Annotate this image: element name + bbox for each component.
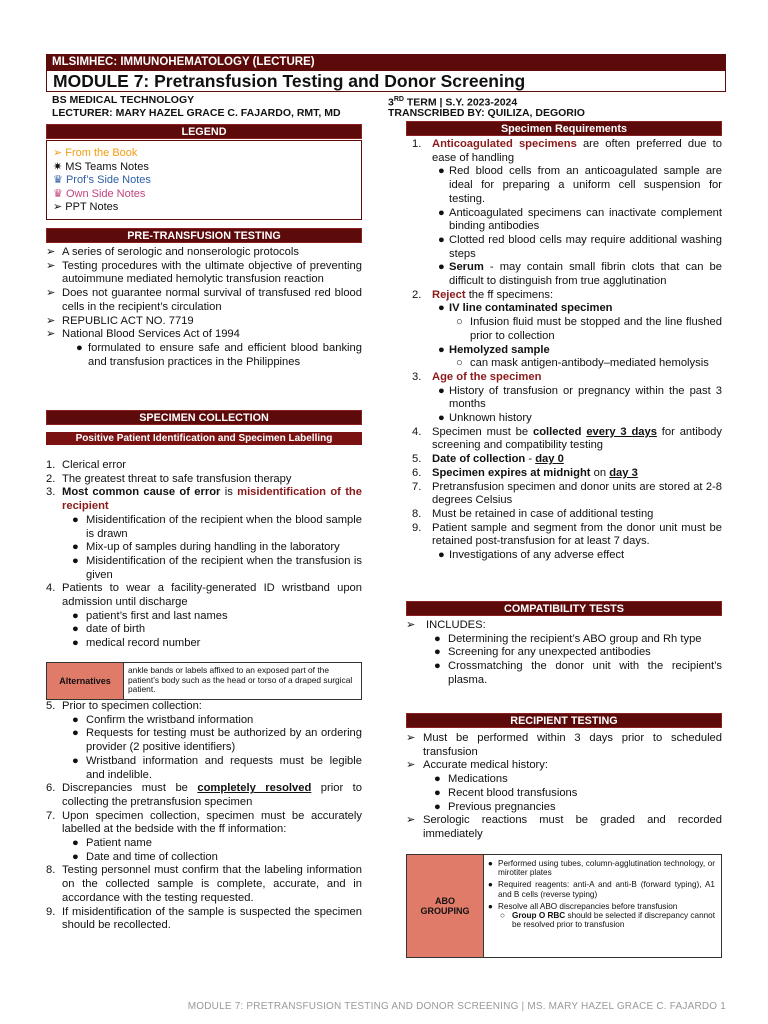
- list-subsubitem: ○ Infusion fluid must be stopped and the line flushed prior to collection: [456, 316, 722, 342]
- specimen-collection-list-a: [46, 459, 362, 651]
- arrow-icon: ➢: [46, 246, 56, 258]
- legend-item-prof-notes: ♛ Prof’s Side Notes: [53, 174, 151, 187]
- compatibility-list: [406, 619, 722, 688]
- specimen-collection-list-b: [46, 700, 362, 933]
- arrow-icon: ➢: [406, 619, 416, 631]
- list-subitem: ● patient’s first and last names: [72, 609, 228, 622]
- recipient-testing-header: RECIPIENT TESTING: [406, 713, 722, 728]
- list-item: ➢ Testing procedures with the ultimate objective of preventing autoimmune mediated hemolytic transfusion reaction: [46, 259, 362, 286]
- legend-item-ms-teams: ✷ MS Teams Notes: [53, 160, 149, 173]
- lecturer-label: LECTURER: MARY HAZEL GRACE C. FAJARDO, RMT, MD: [52, 107, 341, 119]
- program-label: BS MEDICAL TECHNOLOGY: [52, 94, 195, 106]
- crown-icon: ♛: [53, 174, 63, 187]
- legend-item-ppt: ➢ PPT Notes: [53, 201, 119, 214]
- pretransfusion-list: [46, 246, 362, 369]
- list-subitem: ● Recent blood transfusions: [434, 786, 578, 799]
- list-item: ➢ A series of serologic and nonserologic protocols: [46, 246, 299, 258]
- arrow-icon: ➢: [53, 147, 63, 159]
- specimen-requirements-header: Specimen Requirements: [406, 121, 722, 136]
- list-item: 5. Prior to specimen collection:: [46, 700, 202, 712]
- specimen-requirements-list: [406, 138, 722, 563]
- list-subsubitem: ○ can mask antigen-antibody–mediated hemolysis: [456, 357, 709, 370]
- course-title-bar: MLSIMHEC: IMMUNOHEMATOLOGY (LECTURE): [46, 54, 726, 70]
- list-item: 2. Reject the ff specimens:: [412, 288, 554, 301]
- list-subitem: ● Wristband information and requests must be legible and indelible.: [72, 754, 362, 781]
- arrow-icon: ➢: [406, 732, 416, 744]
- list-item: 3. Age of the specimen: [412, 370, 542, 383]
- list-item: ➢ REPUBLIC ACT NO. 7719: [46, 314, 194, 327]
- list-item: 9. If misidentification of the sample is suspected the specimen should be recollected.: [46, 905, 362, 932]
- list-subitem: ● date of birth: [72, 623, 146, 636]
- arrow-icon: ➢: [46, 259, 56, 272]
- list-subitem: ● Determining the recipient’s ABO group and Rh type: [434, 632, 702, 645]
- list-item: ➢ National Blood Services Act of 1994: [46, 328, 240, 341]
- list-item: 2. The greatest threat to safe transfusion therapy: [46, 472, 292, 485]
- list-subitem: ● Unknown history: [438, 412, 532, 425]
- module-title: MODULE 7: Pretransfusion Testing and Donor Screening: [46, 70, 726, 92]
- arrow-icon: ➢: [406, 759, 416, 772]
- arrow-icon: ➢: [46, 328, 56, 341]
- list-item: 1. Clerical error: [46, 459, 127, 471]
- list-item: 4. Specimen must be collected every 3 days for antibody screening and compatibility testing: [412, 425, 723, 452]
- list-subsubitem: ○ Group O RBC should be selected if discrepancy cannot be resolved prior to transfusion: [500, 911, 715, 930]
- arrow-icon: ➢: [406, 814, 416, 827]
- list-subitem: ● Crossmatching the donor unit with the recipient’s plasma.: [434, 660, 722, 686]
- list-subitem: ● formulated to ensure safe and efficient blood banking and transfusion practices in the Philippines: [76, 341, 362, 368]
- list-item: 9. Patient sample and segment from the donor unit must be retained post-transfusion for at least 7 days.: [412, 521, 722, 548]
- page-footer: MODULE 7: PRETRANSFUSION TESTING AND DONOR SCREENING | MS. MARY HAZEL GRACE C. FAJARDO 1: [187, 1001, 726, 1012]
- list-subitem: ● Investigations of any adverse effect: [438, 549, 625, 562]
- list-item: 7. Pretransfusion specimen and donor units are stored at 2-8 degrees Celsius: [412, 480, 722, 507]
- list-subitem: ● Previous pregnancies: [434, 800, 556, 813]
- list-subitem: ● Required reagents: anti-A and anti-B (forward typing), A1 and B cells (reverse typing): [488, 880, 715, 899]
- legend-item-own-notes: ♛ Own Side Notes: [53, 187, 146, 200]
- pretransfusion-header: PRE-TRANSFUSION TESTING: [46, 228, 362, 243]
- arrow-icon: ➢: [46, 314, 56, 327]
- list-subitem: ● Red blood cells from an anticoagulated sample are ideal for preparing a uniform cell suspension for testing.: [438, 165, 722, 205]
- abo-grouping-content: [484, 855, 721, 957]
- alternatives-text: ankle bands or labels affixed to an exposed part of the patient’s body such as the head or torso of a draped surgical patient.: [128, 665, 353, 695]
- list-subitem: ● Resolve all ABO discrepancies before transfusion: [488, 901, 678, 911]
- list-subitem: ● IV line contaminated specimen: [438, 302, 613, 315]
- term-label: 3RD TERM | S.Y. 2023-2024: [388, 96, 518, 109]
- legend-item-book: ➢ From the Book: [53, 147, 138, 159]
- list-subitem: ● Clotted red blood cells may require additional washing steps: [438, 233, 722, 260]
- list-subitem: ● Mix-up of samples during handling in the laboratory: [72, 541, 340, 554]
- list-subitem: ● Performed using tubes, column-agglutination technology, or mirotiter plates: [488, 859, 715, 878]
- list-subitem: ● medical record number: [72, 637, 201, 650]
- list-subitem: ● Medications: [434, 773, 508, 786]
- list-subitem: ● Hemolyzed sample: [438, 343, 550, 356]
- list-subitem: ● Serum - may contain small fibrin clots that can be difficult to distinguish from true agglutination: [438, 261, 722, 288]
- list-item: 7. Upon specimen collection, specimen must be accurately labelled at the bedside with the ff information:: [46, 809, 362, 836]
- crown-icon: ♛: [53, 187, 63, 200]
- legend-box: [46, 140, 362, 220]
- alternatives-label: Alternatives: [47, 663, 124, 699]
- list-subitem: ● Confirm the wristband information: [72, 713, 254, 726]
- alternatives-table: [46, 662, 362, 700]
- star-icon: ✷: [53, 160, 63, 173]
- list-subitem: ● Patient name: [72, 837, 152, 850]
- list-item: ➢ INCLUDES:: [406, 619, 486, 631]
- list-subitem: ● Misidentification of the recipient when the transfusion is given: [72, 554, 362, 581]
- list-item: ➢ Must be performed within 3 days prior to scheduled transfusion: [406, 732, 722, 758]
- transcriber-label: TRANSCRIBED BY: QUILIZA, DEGORIO: [388, 107, 585, 119]
- list-subitem: ● Misidentification of the recipient when the blood sample is drawn: [72, 513, 362, 540]
- list-item: 8. Must be retained in case of additional testing: [412, 507, 654, 520]
- specimen-collection-header: SPECIMEN COLLECTION: [46, 410, 362, 425]
- arrow-icon: ➢: [46, 287, 56, 300]
- list-subitem: ● Requests for testing must be authorized by an ordering provider (2 positive identifiers): [72, 727, 362, 754]
- list-item: 4. Patients to wear a facility-generated ID wristband upon admission until discharge: [46, 582, 362, 609]
- list-subitem: ● History of transfusion or pregnancy within the past 3 months: [438, 384, 722, 411]
- list-item: 6. Discrepancies must be completely resolved prior to collecting the pretransfusion specimen: [46, 782, 362, 808]
- arrow-icon: ➢: [53, 201, 63, 214]
- recipient-testing-list: [406, 732, 722, 842]
- list-item: 6. Specimen expires at midnight on day 3: [412, 466, 638, 479]
- list-subitem: ● Date and time of collection: [72, 850, 218, 863]
- patient-id-subheader: Positive Patient Identification and Specimen Labelling: [46, 432, 362, 445]
- abo-grouping-table: [406, 854, 722, 958]
- list-subitem: ● Anticoagulated specimens can inactivate complement binding antibodies: [438, 206, 722, 233]
- compatibility-header: COMPATIBILITY TESTS: [406, 601, 722, 616]
- list-item: 8. Testing personnel must confirm that the labeling information on the collected sample is complete, accurate, and in accordance with the testing requested.: [46, 864, 362, 904]
- list-item: ➢ Accurate medical history:: [406, 759, 548, 772]
- list-subitem: ● Screening for any unexpected antibodies: [434, 646, 651, 659]
- list-item: 3. Most common cause of error is misidentification of the recipient: [46, 486, 362, 513]
- abo-grouping-label: ABO GROUPING: [407, 855, 484, 957]
- list-item: ➢ Does not guarantee normal survival of transfused red blood cells in the recipient’s circulation: [46, 287, 362, 313]
- list-item: 1. Anticoagulated specimens are often preferred due to ease of handling: [412, 138, 723, 164]
- list-item: ➢ Serologic reactions must be graded and recorded immediately: [406, 814, 722, 840]
- legend-header: LEGEND: [46, 124, 362, 139]
- list-item: 5. Date of collection - day 0: [412, 453, 564, 466]
